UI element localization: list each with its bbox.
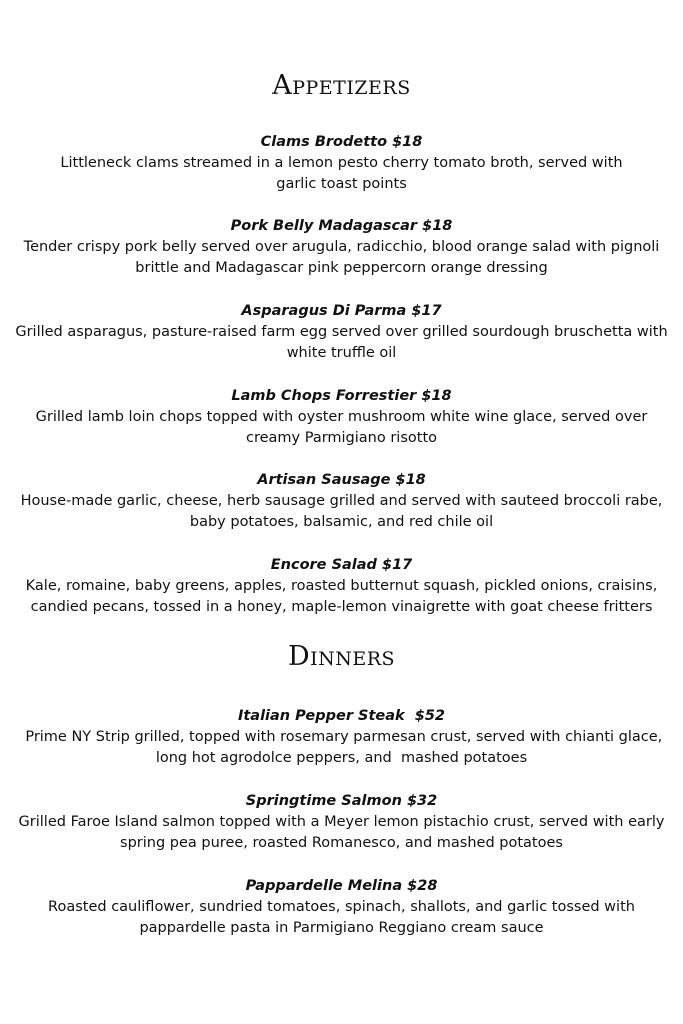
item-description: [0, 491, 683, 533]
desc-line: creamy Parmigiano risotto: [245, 430, 438, 446]
item-description: [0, 576, 683, 618]
item-name: Pork Belly Madagascar $18: [230, 218, 453, 234]
menu-item-clams-brodetto: [0, 132, 683, 195]
item-description: [0, 812, 683, 854]
menu-item-pork-belly: [0, 216, 683, 279]
desc-line: Tender crispy pork belly served over arugula, radicchio, blood orange salad with pignoli: [23, 239, 660, 255]
desc-line: spring pea puree, roasted Romanesco, and mashed potatoes: [120, 835, 563, 851]
item-name: Pappardelle Melina $28: [245, 878, 438, 894]
menu-item-pepper-steak: [0, 706, 683, 769]
item-description: [0, 727, 683, 769]
menu-item-springtime-salmon: [0, 791, 683, 854]
item-description: [0, 322, 683, 364]
item-name: Lamb Chops Forrestier $18: [231, 388, 452, 404]
item-description: [0, 897, 683, 939]
desc-line: Grilled lamb loin chops topped with oyster mushroom white wine glace, served over: [35, 409, 648, 425]
item-name: Encore Salad $17: [270, 557, 413, 573]
menu-item-asparagus: [0, 301, 683, 364]
item-name: Artisan Sausage $18: [257, 472, 426, 488]
desc-line: pappardelle pasta in Parmigiano Reggiano cream sauce: [139, 920, 544, 936]
menu-item-lamb-chops: [0, 386, 683, 449]
desc-line: Grilled Faroe Island salmon topped with a Meyer lemon pistachio crust, served with early: [18, 814, 665, 830]
menu-item-artisan-sausage: [0, 470, 683, 533]
desc-line: long hot agrodolce peppers, and mashed potatoes: [155, 750, 528, 766]
desc-line: baby potatoes, balsamic, and red chile oil: [189, 514, 494, 530]
desc-line: House-made garlic, cheese, herb sausage grilled and served with sauteed broccoli rabe,: [20, 493, 663, 509]
desc-line: white truffle oil: [286, 345, 397, 361]
desc-line: Littleneck clams streamed in a lemon pesto cherry tomato broth, served with: [60, 155, 623, 171]
appetizers-heading: Appetizers: [272, 70, 411, 101]
item-description: [0, 237, 683, 279]
menu-item-pappardelle: [0, 876, 683, 939]
item-name: Springtime Salmon $32: [245, 793, 438, 809]
item-name: Italian Pepper Steak $52: [237, 708, 446, 724]
desc-line: Roasted cauliflower, sundried tomatoes, spinach, shallots, and garlic tossed with: [48, 899, 635, 915]
item-name: Asparagus Di Parma $17: [241, 303, 442, 319]
item-description: [0, 153, 683, 195]
desc-line: candied pecans, tossed in a honey, maple-lemon vinaigrette with goat cheese fritters: [30, 599, 653, 615]
desc-line: Kale, romaine, baby greens, apples, roasted butternut squash, pickled onions, craisins,: [25, 578, 658, 594]
desc-line: garlic toast points: [276, 176, 407, 192]
item-name: Clams Brodetto $18: [260, 134, 423, 150]
dinners-heading: Dinners: [287, 641, 396, 672]
item-description: [0, 407, 683, 449]
desc-line: brittle and Madagascar pink peppercorn orange dressing: [135, 260, 548, 276]
menu-item-encore-salad: [0, 555, 683, 618]
desc-line: Grilled asparagus, pasture-raised farm egg served over grilled sourdough bruschetta with: [15, 324, 668, 340]
desc-line: Prime NY Strip grilled, topped with rosemary parmesan crust, served with chianti glace,: [20, 729, 663, 745]
